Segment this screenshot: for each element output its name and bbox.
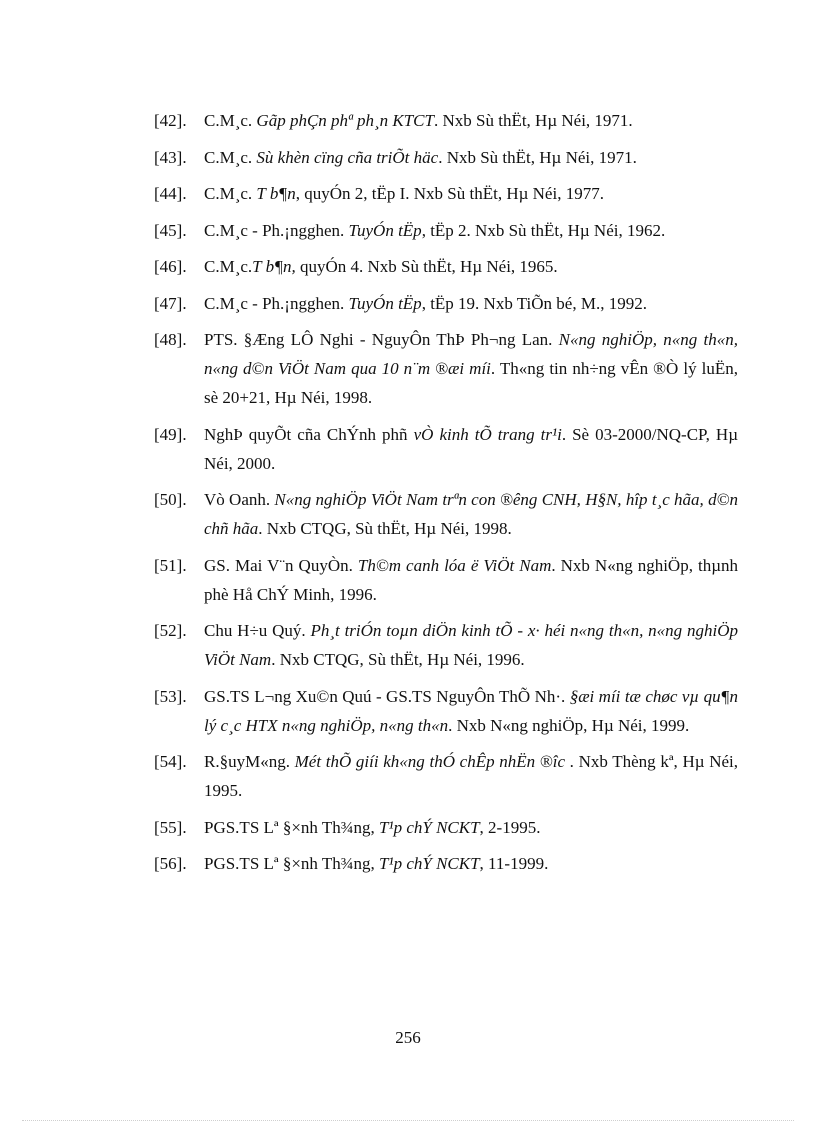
reference-item: [154, 216, 738, 245]
reference-number: [42].: [154, 111, 187, 130]
page-bottom-divider: [22, 1120, 794, 1121]
reference-text: C.M¸c. Sù khèn cïng cña triÕt häc. Nxb Sù thËt, Hµ Néi, 1971.: [204, 147, 637, 167]
reference-item: [154, 849, 738, 878]
reference-item: [154, 485, 738, 543]
reference-number: [49].: [154, 424, 187, 444]
reference-number: [45].: [154, 220, 187, 240]
reference-number: [53].: [154, 686, 187, 706]
reference-text: GS.TS L¬ng Xu©n Quú - GS.TS NguyÔn ThÕ Nh·. §æi míi tæ chøc vµ qu¶n lý c¸c HTX n«ng nghiÖp, n«ng th«n. Nxb N«ng nghiÖp, Hµ Néi, 1999.: [204, 686, 738, 735]
reference-item: [154, 813, 738, 842]
reference-item: [154, 325, 738, 412]
reference-text: NghÞ quyÕt cña ChÝnh phñ vÒ kinh tÕ trang tr¹i. Sè 03-2000/NQ-CP, Hµ Néi, 2000.: [204, 424, 738, 473]
reference-text: Chu H÷u Quý. Ph¸t triÓn toµn diÖn kinh tÕ - x· héi n«ng th«n, n«ng nghiÖp ViÖt Nam. Nxb CTQG, Sù thËt, Hµ Néi, 1996.: [204, 621, 738, 669]
reference-item: [154, 616, 738, 674]
reference-item: [154, 106, 738, 135]
reference-number: [47].: [154, 293, 187, 313]
page-number: 256: [395, 1028, 421, 1047]
reference-text: GS. Mai V¨n QuyÒn. Th©m canh lóa ë ViÖt Nam. Nxb N«ng nghiÖp, thµnh phè Hå ChÝ Minh, 1996.: [204, 555, 738, 604]
reference-number: [52].: [154, 621, 187, 640]
reference-text: C.M¸c.T b¶n, quyÓn 4. Nxb Sù thËt, Hµ Néi, 1965.: [204, 257, 558, 276]
reference-item: [154, 682, 738, 740]
reference-item: [154, 551, 738, 609]
reference-text: PTS. §Æng LÔ Nghi - NguyÔn ThÞ Ph¬ng Lan. N«ng nghiÖp, n«ng th«n, n«ng d©n ViÖt Nam qua 10 n¨m ®æi míi. Th«ng tin nh÷ng vÊn ®Ò lý luËn, sè 20+21, Hµ Néi, 1998.: [204, 330, 739, 407]
reference-text: C.M¸c - Ph.¡ngghen. TuyÓn tËp, tËp 19. Nxb TiÕn bé, M., 1992.: [204, 293, 647, 313]
reference-item: [154, 289, 738, 318]
reference-number: [44].: [154, 184, 187, 203]
reference-number: [55].: [154, 817, 187, 837]
reference-number: [51].: [154, 555, 187, 575]
reference-item: [154, 747, 738, 805]
reference-item: [154, 252, 738, 281]
reference-text: PGS.TS Lª §×nh Th¾ng, T¹p chÝ NCKT, 11-1999.: [204, 854, 549, 873]
reference-number: [56].: [154, 854, 187, 873]
reference-item: [154, 143, 738, 172]
reference-text: C.M¸c. T b¶n, quyÓn 2, tËp I. Nxb Sù thËt, Hµ Néi, 1977.: [204, 184, 604, 203]
reference-text: Vò Oanh. N«ng nghiÖp ViÖt Nam trªn con ®êng CNH, H§N, hîp t¸c hãa, d©n chñ hãa. Nxb CTQG, Sù thËt, Hµ Néi, 1998.: [204, 490, 738, 538]
reference-text: C.M¸c - Ph.¡ngghen. TuyÓn tËp, tËp 2. Nxb Sù thËt, Hµ Néi, 1962.: [204, 220, 666, 240]
reference-item: [154, 420, 738, 478]
reference-number: [43].: [154, 147, 187, 167]
reference-number: [46].: [154, 257, 187, 276]
reference-number: [54].: [154, 752, 187, 771]
reference-number: [50].: [154, 490, 187, 509]
reference-text: R.§uyM«ng. Mét thÕ giíi kh«ng thÓ chÊp nhËn ®îc . Nxb Thèng kª, Hµ Néi, 1995.: [204, 752, 738, 800]
reference-number: [48].: [154, 330, 187, 349]
reference-item: [154, 179, 738, 208]
reference-text: C.M¸c. Gãp phÇn phª ph¸n KTCT. Nxb Sù thËt, Hµ Néi, 1971.: [204, 111, 633, 130]
reference-list: [154, 106, 738, 886]
reference-text: PGS.TS Lª §×nh Th¾ng, T¹p chÝ NCKT, 2-1995.: [204, 817, 541, 837]
